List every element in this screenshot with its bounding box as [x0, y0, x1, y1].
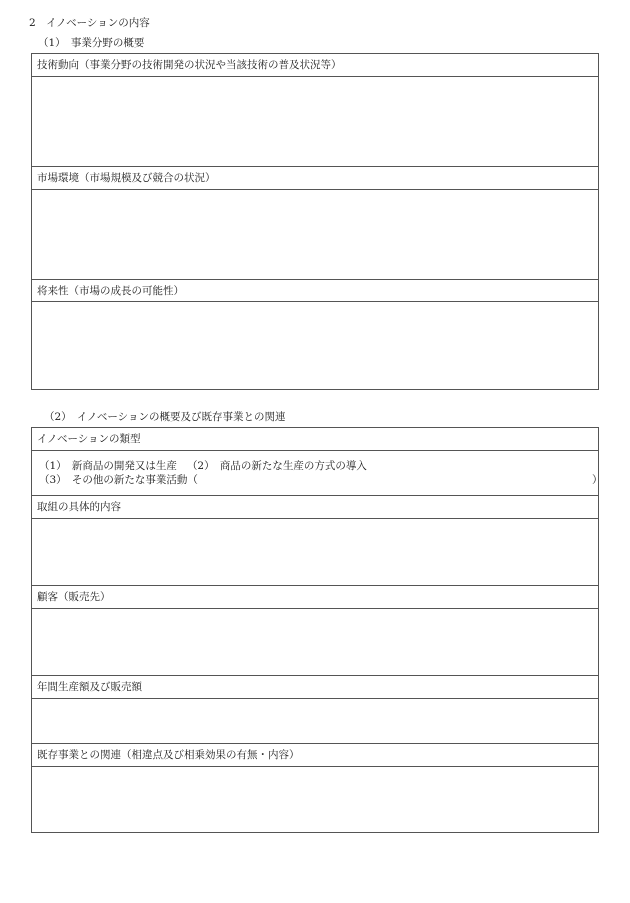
relation-input-area[interactable]: [32, 767, 598, 834]
innovation-type-label-row: [32, 428, 598, 451]
future-label: 将来性（市場の成長の可能性）: [37, 285, 184, 297]
option-other-activity[interactable]: （3） その他の新たな事業活動（: [39, 474, 198, 486]
relation-label: 既存事業との関連（相違点及び相乗効果の有無・内容）: [37, 749, 300, 761]
subsection-2-heading: （2） イノベーションの概要及び既存事業との関連: [44, 411, 286, 423]
option-new-product[interactable]: （1） 新商品の開発又は生産: [39, 460, 177, 472]
relation-label-row: [32, 744, 598, 767]
tech-trend-label-row: [32, 54, 598, 77]
annual-label: 年間生産額及び販売額: [37, 681, 142, 693]
customer-label: 顧客（販売先）: [37, 591, 111, 603]
tech-trend-label: 技術動向（事業分野の技術開発の状況や当該技術の普及状況等）: [37, 59, 342, 71]
content-label: 取組の具体的内容: [37, 501, 121, 513]
content-input-area[interactable]: [32, 519, 598, 586]
tech-trend-input-area[interactable]: [32, 77, 598, 167]
annual-label-row: [32, 676, 598, 699]
option-new-production-method[interactable]: （2） 商品の新たな生産の方式の導入: [186, 460, 367, 472]
business-field-table: [31, 53, 599, 390]
customer-label-row: [32, 586, 598, 609]
innovation-type-options-text: [32, 451, 603, 487]
market-env-label-row: [32, 167, 598, 190]
content-label-row: [32, 496, 598, 519]
subsection-1-heading: （1） 事業分野の概要: [38, 37, 145, 49]
option-line-1: [39, 459, 592, 473]
annual-input-area[interactable]: [32, 699, 598, 744]
future-label-row: [32, 280, 598, 302]
market-env-label: 市場環境（市場規模及び競合の状況）: [37, 172, 216, 184]
market-env-input-area[interactable]: [32, 190, 598, 280]
innovation-table: [31, 427, 603, 833]
option-line-2: [39, 473, 603, 487]
innovation-type-label: イノベーションの類型: [37, 433, 141, 445]
future-input-area[interactable]: [32, 302, 598, 389]
innovation-type-options: [32, 451, 603, 496]
section-heading: 2 イノベーションの内容: [29, 17, 150, 29]
customer-input-area[interactable]: [32, 609, 598, 676]
option-other-activity-close-paren: ）: [592, 474, 603, 486]
